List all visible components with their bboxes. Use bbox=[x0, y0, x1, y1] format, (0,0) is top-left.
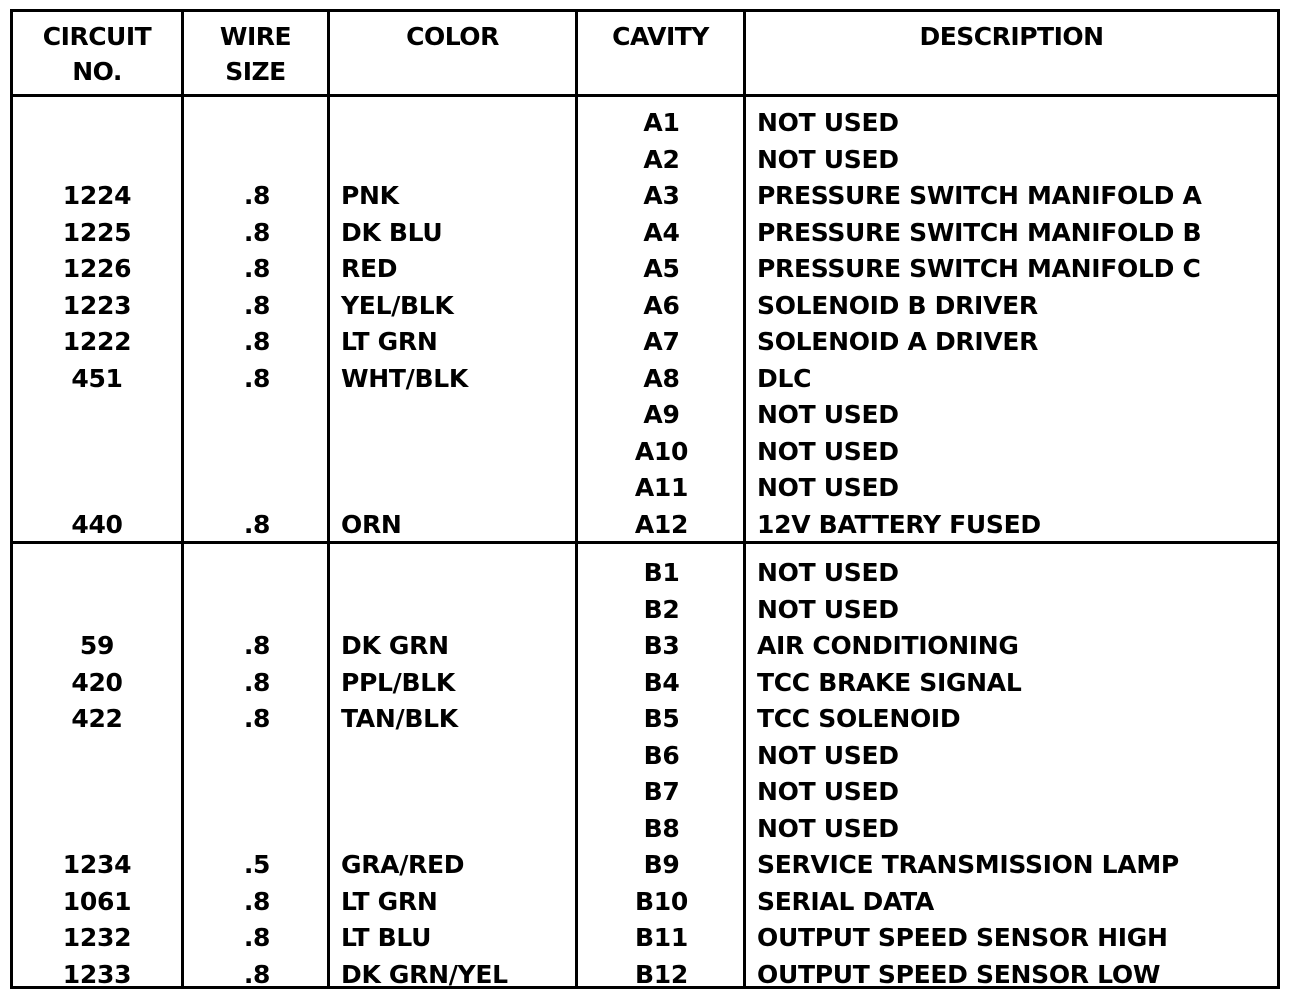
header-line: NO. bbox=[72, 57, 122, 86]
circuit-cell: 1225 bbox=[62, 217, 132, 247]
description-cell: SOLENOID A DRIVER bbox=[757, 327, 1039, 356]
wire-size-cell: .8 bbox=[243, 631, 271, 660]
cavity-cell: A7 bbox=[643, 327, 680, 356]
cavity-cell: B6 bbox=[643, 740, 680, 770]
table-row bbox=[13, 592, 1277, 628]
description-cell: NOT USED bbox=[757, 777, 899, 806]
color-cell: DK BLU bbox=[341, 217, 443, 247]
wire-size-cell: .5 bbox=[243, 850, 271, 879]
wire-size-cell bbox=[184, 738, 330, 774]
cavity-cell: A10 bbox=[634, 436, 689, 466]
table-row bbox=[13, 361, 1277, 397]
description-cell: OUTPUT SPEED SENSOR HIGH bbox=[757, 923, 1168, 952]
header-line: COLOR bbox=[406, 22, 499, 51]
wire-size-cell: .8 bbox=[243, 290, 271, 320]
color-cell: TAN/BLK bbox=[341, 704, 458, 733]
color-cell bbox=[341, 555, 577, 591]
circuit-cell: 1222 bbox=[62, 327, 132, 356]
description-cell: TCC BRAKE SIGNAL bbox=[757, 667, 1022, 697]
wire-size-cell: .8 bbox=[243, 886, 271, 916]
color-cell: YEL/BLK bbox=[341, 290, 454, 320]
cavity-cell: A6 bbox=[643, 290, 680, 320]
table-row bbox=[13, 507, 1277, 543]
description-cell: PRESSURE SWITCH MANIFOLD B bbox=[757, 217, 1202, 247]
wire-size-cell bbox=[184, 774, 330, 810]
wire-size-cell bbox=[184, 434, 330, 470]
circuit-cell bbox=[13, 592, 181, 628]
color-cell: ORN bbox=[341, 509, 402, 539]
description-cell: NOT USED bbox=[757, 144, 899, 174]
description-cell: NOT USED bbox=[757, 594, 899, 624]
circuit-cell: 440 bbox=[71, 509, 123, 539]
color-cell bbox=[341, 774, 577, 810]
description-cell: OUTPUT SPEED SENSOR LOW bbox=[757, 959, 1161, 989]
header-line: CAVITY bbox=[612, 22, 709, 51]
wire-size-cell bbox=[184, 470, 330, 506]
table-row bbox=[13, 920, 1277, 956]
description-cell: PRESSURE SWITCH MANIFOLD C bbox=[757, 254, 1201, 283]
description-cell: SERIAL DATA bbox=[757, 886, 934, 916]
header-line: CIRCUIT bbox=[42, 22, 152, 51]
color-cell: PNK bbox=[341, 181, 399, 210]
table-row bbox=[13, 628, 1277, 664]
wire-size-cell: .8 bbox=[243, 509, 271, 539]
wire-size-cell: .8 bbox=[243, 959, 271, 989]
table-row bbox=[13, 811, 1277, 847]
wire-size-cell bbox=[184, 592, 330, 628]
table-row bbox=[13, 470, 1277, 506]
circuit-cell: 1233 bbox=[62, 959, 132, 989]
wire-size-cell bbox=[184, 811, 330, 847]
wire-size-cell: .8 bbox=[243, 217, 271, 247]
color-cell bbox=[341, 811, 577, 847]
circuit-cell bbox=[13, 470, 181, 506]
color-cell bbox=[341, 738, 577, 774]
cavity-cell: A1 bbox=[643, 108, 680, 137]
wire-size-cell: .8 bbox=[243, 923, 271, 952]
circuit-cell: 1223 bbox=[62, 290, 132, 320]
circuit-cell bbox=[13, 142, 181, 178]
cavity-cell: A12 bbox=[634, 509, 689, 539]
circuit-cell: 59 bbox=[79, 631, 115, 660]
wire-size-cell: .8 bbox=[243, 181, 271, 210]
wire-size-cell bbox=[184, 105, 330, 141]
color-cell: LT GRN bbox=[341, 886, 438, 916]
description-cell: SERVICE TRANSMISSION LAMP bbox=[757, 850, 1179, 879]
color-cell: DK GRN bbox=[341, 631, 449, 660]
color-cell bbox=[341, 470, 577, 506]
description-cell: PRESSURE SWITCH MANIFOLD A bbox=[757, 181, 1202, 210]
circuit-cell: 422 bbox=[71, 704, 123, 733]
header-line: WIRE bbox=[219, 22, 292, 51]
circuit-cell bbox=[13, 774, 181, 810]
color-cell: LT BLU bbox=[341, 923, 432, 952]
color-cell: PPL/BLK bbox=[341, 667, 455, 697]
cavity-cell: A3 bbox=[643, 181, 680, 210]
header-wire-size bbox=[184, 12, 327, 94]
description-cell: NOT USED bbox=[757, 108, 899, 137]
cavity-cell: A5 bbox=[643, 254, 680, 283]
description-cell: SOLENOID B DRIVER bbox=[757, 290, 1038, 320]
circuit-cell: 420 bbox=[71, 667, 123, 697]
wire-size-cell: .8 bbox=[243, 254, 271, 283]
connector-pinout-table bbox=[10, 9, 1280, 989]
cavity-cell: A9 bbox=[643, 400, 680, 429]
table-row bbox=[13, 142, 1277, 178]
circuit-cell: 451 bbox=[71, 363, 123, 393]
color-cell: WHT/BLK bbox=[341, 363, 468, 393]
circuit-cell bbox=[13, 738, 181, 774]
header-color bbox=[330, 12, 575, 94]
description-cell: 12V BATTERY FUSED bbox=[757, 509, 1041, 539]
table-row bbox=[13, 251, 1277, 287]
circuit-cell bbox=[13, 434, 181, 470]
cavity-cell: B8 bbox=[643, 813, 680, 843]
description-cell: TCC SOLENOID bbox=[757, 704, 961, 733]
circuit-cell: 1224 bbox=[62, 181, 132, 210]
description-cell: DLC bbox=[757, 363, 812, 393]
table-row bbox=[13, 288, 1277, 324]
cavity-cell: A11 bbox=[634, 473, 689, 502]
cavity-cell: A2 bbox=[643, 144, 680, 174]
header-description bbox=[746, 12, 1277, 94]
cavity-cell: A8 bbox=[643, 363, 680, 393]
cavity-cell: B5 bbox=[643, 704, 680, 733]
color-cell bbox=[341, 142, 577, 178]
cavity-cell: B7 bbox=[643, 777, 680, 806]
description-cell: AIR CONDITIONING bbox=[757, 631, 1019, 660]
color-cell bbox=[341, 592, 577, 628]
header-line: SIZE bbox=[225, 57, 286, 86]
table-row bbox=[13, 665, 1277, 701]
wire-size-cell bbox=[184, 142, 330, 178]
cavity-cell: B9 bbox=[643, 850, 680, 879]
cavity-cell: B12 bbox=[635, 959, 688, 989]
description-cell: NOT USED bbox=[757, 436, 899, 466]
description-cell: NOT USED bbox=[757, 740, 899, 770]
wire-size-cell: .8 bbox=[243, 327, 271, 356]
table-row bbox=[13, 701, 1277, 737]
color-cell bbox=[341, 105, 577, 141]
circuit-cell bbox=[13, 555, 181, 591]
cavity-cell: B10 bbox=[635, 886, 688, 916]
table-row bbox=[13, 555, 1277, 591]
circuit-cell bbox=[13, 811, 181, 847]
cavity-cell: B11 bbox=[635, 923, 688, 952]
header-divider bbox=[13, 94, 1277, 97]
table-row bbox=[13, 105, 1277, 141]
circuit-cell: 1061 bbox=[62, 886, 132, 916]
table-row bbox=[13, 884, 1277, 920]
color-cell: LT GRN bbox=[341, 327, 438, 356]
color-cell: DK GRN/YEL bbox=[341, 959, 508, 989]
wire-size-cell: .8 bbox=[243, 704, 271, 733]
cavity-cell: B4 bbox=[643, 667, 680, 697]
description-cell: NOT USED bbox=[757, 400, 899, 429]
color-cell bbox=[341, 434, 577, 470]
table-row bbox=[13, 215, 1277, 251]
wire-size-cell: .8 bbox=[243, 667, 271, 697]
circuit-cell bbox=[13, 105, 181, 141]
header-cavity bbox=[578, 12, 743, 94]
description-cell: NOT USED bbox=[757, 813, 899, 843]
circuit-cell: 1232 bbox=[62, 923, 132, 952]
table-row bbox=[13, 738, 1277, 774]
wire-size-cell bbox=[184, 397, 330, 433]
color-cell bbox=[341, 397, 577, 433]
table-row bbox=[13, 774, 1277, 810]
description-cell: NOT USED bbox=[757, 473, 899, 502]
description-cell: NOT USED bbox=[757, 558, 899, 587]
header-line: DESCRIPTION bbox=[919, 22, 1104, 51]
header-circuit-no bbox=[13, 12, 181, 94]
table-row bbox=[13, 847, 1277, 883]
table-row bbox=[13, 324, 1277, 360]
color-cell: GRA/RED bbox=[341, 850, 465, 879]
circuit-cell: 1234 bbox=[62, 850, 132, 879]
color-cell: RED bbox=[341, 254, 398, 283]
wire-size-cell bbox=[184, 555, 330, 591]
circuit-cell bbox=[13, 397, 181, 433]
table-row bbox=[13, 178, 1277, 214]
table-row bbox=[13, 434, 1277, 470]
cavity-cell: B3 bbox=[643, 631, 680, 660]
circuit-cell: 1226 bbox=[62, 254, 132, 283]
cavity-cell: A4 bbox=[643, 217, 680, 247]
wire-size-cell: .8 bbox=[243, 363, 271, 393]
table-row bbox=[13, 397, 1277, 433]
cavity-cell: B2 bbox=[643, 594, 680, 624]
table-row bbox=[13, 957, 1277, 993]
cavity-cell: B1 bbox=[643, 558, 680, 587]
